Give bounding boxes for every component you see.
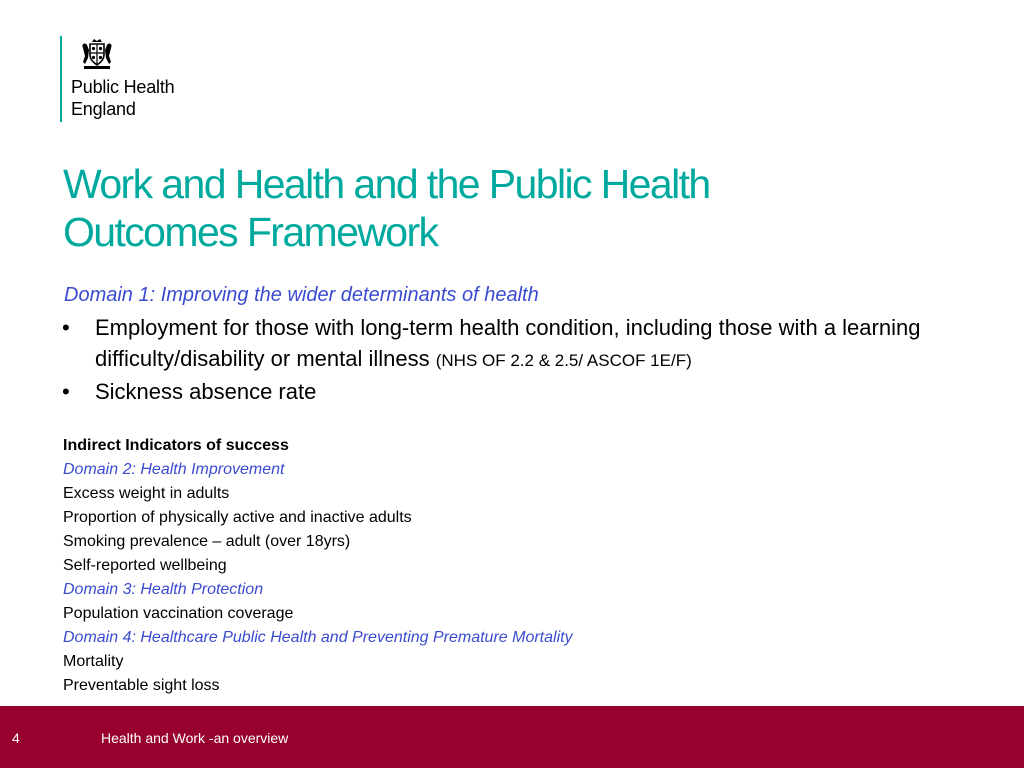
domain-3-heading: Domain 3: Health Protection [63,581,264,598]
bullet-text: Sickness absence rate [95,379,317,404]
slide-title [63,160,963,256]
indirect-heading: Indirect Indicators of success [63,437,289,454]
indicator-item: Self-reported wellbeing [63,557,227,574]
indicator-item: Preventable sight loss [63,677,220,694]
footer-title: Health and Work -an overview [101,730,289,746]
logo-text [71,76,174,120]
bullet-note: (NHS OF 2.2 & 2.5/ ASCOF 1E/F) [435,351,692,370]
indicator-item: Population vaccination coverage [63,605,294,622]
logo-accent-bar [60,36,62,122]
bullet-marker: • [62,315,70,340]
bullet-item [62,312,1002,376]
logo-line-2: England [71,99,136,119]
bullet-item [62,376,1002,407]
royal-coat-of-arms-icon [80,38,114,70]
title-line-1: Work and Health and the Public Health [63,161,710,207]
bullet-marker: • [62,379,70,404]
indicator-item: Excess weight in adults [63,485,230,502]
domain-1-heading: Domain 1: Improving the wider determinants of health [64,284,539,306]
domain-2-heading: Domain 2: Health Improvement [63,461,285,478]
indirect-indicators [63,434,573,698]
domain-4-heading: Domain 4: Healthcare Public Health and Preventing Premature Mortality [63,629,573,646]
page-number: 4 [12,730,20,746]
slide-footer [0,706,1024,768]
bullet-text: Employment for those with long-term health condition, including those with a learning difficulty/disability or mental illness [95,315,921,371]
title-line-2: Outcomes Framework [63,209,438,255]
indicator-item: Smoking prevalence – adult (over 18yrs) [63,533,351,550]
domain-1-bullets [62,312,1002,407]
indicator-item: Mortality [63,653,124,670]
indicator-item: Proportion of physically active and inactive adults [63,509,412,526]
logo-line-1: Public Health [71,77,175,97]
